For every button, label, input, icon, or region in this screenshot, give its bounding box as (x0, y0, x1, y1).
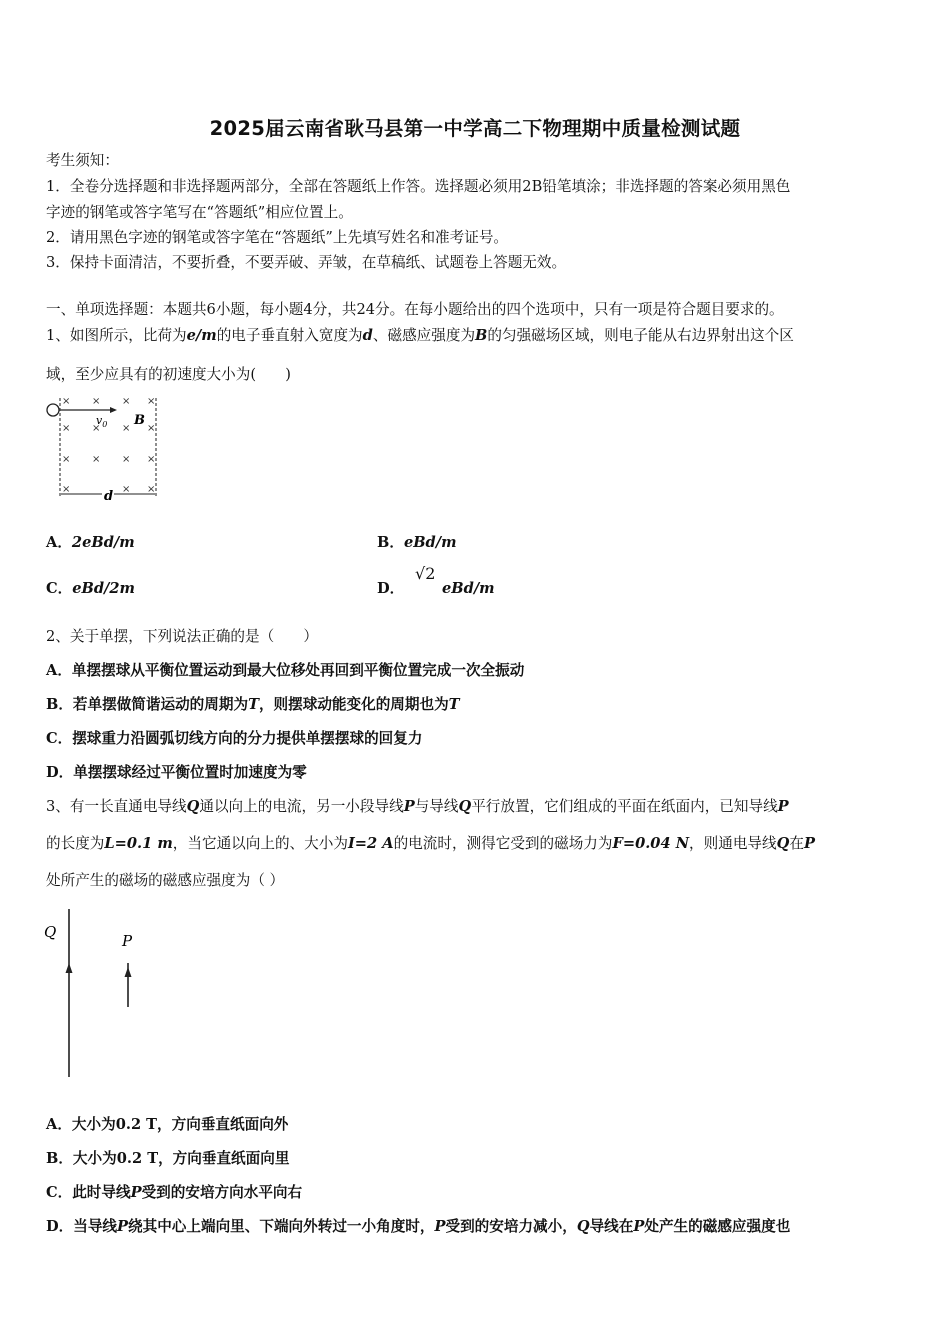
q3-wire-figure (40, 905, 150, 1085)
b-field-label: B (134, 413, 145, 428)
q1-option-d: D． (377, 580, 405, 597)
svg-text:×: × (92, 423, 101, 434)
notice-item-1-cont: 字迹的钢笔或答字笔写在“答题纸”相应位置上。 (46, 204, 353, 221)
svg-text:×: × (147, 423, 156, 434)
q2-option-c: C．摆球重力沿圆弧切线方向的分力提供单摆摆球的回复力 (46, 730, 423, 747)
v0-label: $v_0$ (96, 414, 108, 429)
q1-stem-c: 、磁感应强度为 (372, 327, 476, 344)
q3-stem-line3: 处所产生的磁场的磁感应强度为（ ） (46, 872, 285, 889)
q1-magnetic-field-figure (44, 394, 164, 502)
q1-option-d-sqrt2: √2 (415, 564, 436, 583)
svg-text:×: × (147, 454, 156, 465)
q2-option-b: B．若单摆做简谐运动的周期为T，则摆球动能变化的周期也为T (46, 696, 460, 713)
section-heading: 一、单项选择题：本题共6小题，每小题4分，共24分。在每小题给出的四个选项中，只有一项是符合题目要求的。 (46, 301, 784, 318)
svg-text:×: × (92, 396, 101, 407)
q1-option-d-value: eBd/m (442, 580, 495, 597)
q3-option-d: D．当导线P绕其中心上端向里、下端向外转过一小角度时，P受到的安培力减小，Q导线在P处产生的磁感应强度也 (46, 1218, 791, 1235)
svg-text:×: × (147, 484, 156, 495)
svg-text:×: × (147, 396, 156, 407)
q3-option-b: B．大小为0.2 T，方向垂直纸面向里 (46, 1150, 290, 1167)
q1-field-symbol: B (475, 327, 488, 344)
p-label: P (122, 932, 133, 950)
q1-stem-b: 的电子垂直射入宽度为 (216, 327, 363, 344)
q1-stem-a: 1、如图所示，比荷为 (46, 327, 187, 344)
svg-text:×: × (62, 454, 71, 465)
d-label: d (104, 489, 114, 504)
svg-text:×: × (92, 454, 101, 465)
q1-ratio: e/m (186, 327, 217, 344)
field-crosses (62, 396, 155, 495)
svg-text:×: × (122, 484, 131, 495)
q3-option-c: C．此时导线P受到的安培方向水平向右 (46, 1184, 303, 1201)
svg-text:×: × (122, 396, 131, 407)
svg-text:×: × (122, 454, 131, 465)
q3-stem-line2: 的长度为L=0.1 m，当它通以向上的、大小为I=2 A的电流时，测得它受到的磁场力为F=0.04 N，则通电导线Q在P (46, 835, 815, 852)
q1-stem-line2: 域，至少应具有的初速度大小为( ) (46, 366, 291, 383)
q2-option-d: D．单摆摆球经过平衡位置时加速度为零 (46, 764, 307, 781)
svg-text:×: × (62, 423, 71, 434)
velocity-arrowhead (110, 407, 117, 413)
notice-item-3: 3．保持卡面清洁，不要折叠，不要弄破、弄皱，在草稿纸、试题卷上答题无效。 (46, 254, 567, 271)
electron-circle (47, 404, 59, 416)
notice-heading: 考生须知： (46, 152, 119, 169)
svg-text:×: × (62, 484, 71, 495)
q3-stem-line1: 3、有一长直通电导线Q通以向上的电流，另一小段导线P与导线Q平行放置，它们组成的平面在纸面内，已知导线P (46, 798, 789, 815)
q1-option-c: C．eBd/2m (46, 580, 135, 597)
svg-text:×: × (62, 396, 71, 407)
notice-item-1: 1．全卷分选择题和非选择题两部分，全部在答题纸上作答。选择题必须用2B铅笔填涂；非选择题的答案必须用黑色 (46, 178, 791, 195)
q2-stem: 2、关于单摆，下列说法正确的是（ ） (46, 628, 318, 645)
q-label: Q (44, 923, 57, 941)
q2-option-a: A．单摆摆球从平衡位置运动到最大位移处再回到平衡位置完成一次全振动 (46, 662, 525, 679)
q1-stem-line1 (46, 326, 794, 346)
wire-q-current-arrow (66, 963, 73, 973)
svg-text:×: × (122, 423, 131, 434)
exam-title: 2025届云南省耿马县第一中学高二下物理期中质量检测试题 (209, 117, 741, 140)
wire-p-current-arrow (125, 967, 132, 977)
q1-option-a: A．2eBd/m (46, 534, 135, 551)
q1-width-symbol: d (362, 327, 373, 344)
q3-option-a: A．大小为0.2 T，方向垂直纸面向外 (46, 1116, 289, 1133)
q1-option-b: B．eBd/m (377, 534, 457, 551)
q1-stem-d: 的匀强磁场区域，则电子能从右边界射出这个区 (487, 327, 794, 344)
notice-item-2: 2．请用黑色字迹的钢笔或答字笔在“答题纸”上先填写姓名和准考证号。 (46, 229, 509, 246)
